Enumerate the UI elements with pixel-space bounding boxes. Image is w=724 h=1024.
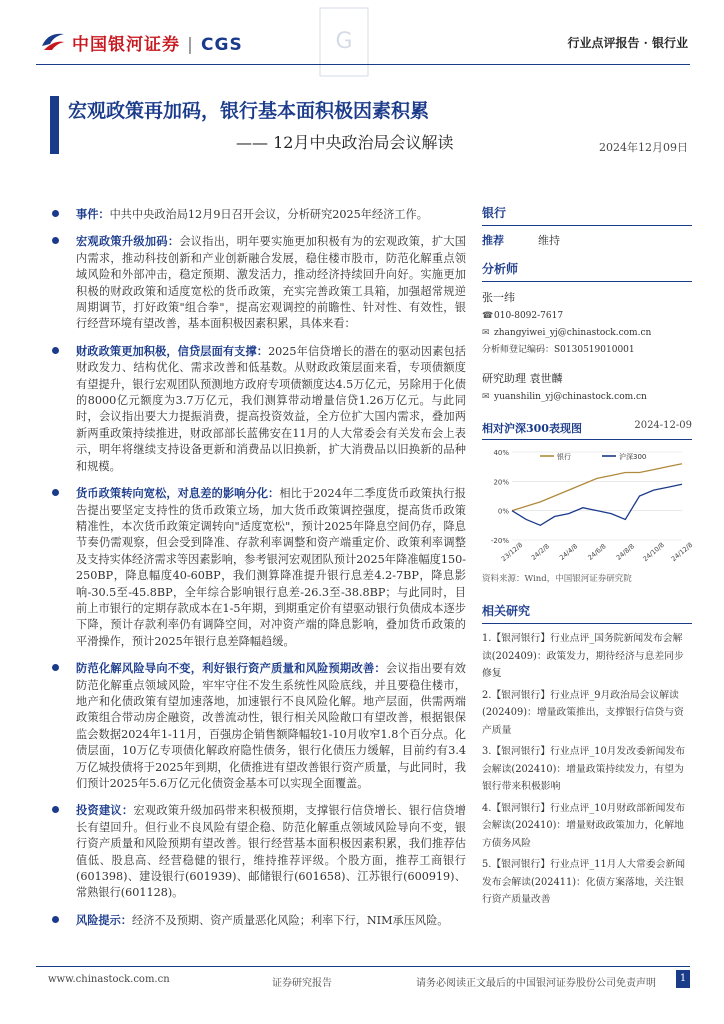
page-header	[0, 0, 724, 80]
related-title: 相关研究	[482, 602, 692, 624]
sidebar	[482, 204, 695, 913]
x-tick-label: 24/8/8	[614, 542, 636, 562]
rating-row	[482, 232, 692, 250]
paragraph-lead: 防范化解风险导向不变，利好银行资产质量和风险预期改善：	[76, 661, 386, 676]
email-icon: ✉	[482, 392, 490, 402]
analyst-name: 张一纬	[482, 291, 515, 304]
email-icon: ✉	[482, 328, 490, 338]
footer-label: 证券研究报告	[272, 978, 332, 989]
x-tick-label: 24/12/8	[669, 540, 695, 564]
y-tick-label: 20%	[493, 478, 509, 487]
x-tick-label: 24/10/8	[641, 540, 666, 564]
analyst-title: 分析师	[482, 260, 692, 282]
paragraph-lead: 投资建议：	[76, 803, 134, 818]
related-item[interactable]: 1.【银河银行】行业点评_国务院新闻发布会解读(202409)：政策发力，期待经济与息差同步修复	[482, 633, 684, 679]
svg-text:G: G	[335, 29, 353, 54]
x-tick-label: 23/12/8	[499, 540, 525, 564]
phone-line	[482, 308, 692, 325]
industry-label: 银行	[482, 204, 692, 226]
title-accent-bar	[50, 96, 59, 154]
logo-text: 中国银河证券 | CGS	[72, 35, 243, 55]
bullet-icon	[52, 237, 59, 244]
logo-brand: CGS	[201, 35, 243, 55]
x-tick-label: 24/4/8	[558, 542, 580, 562]
chart-source: 资料来源：Wind，中国银河证券研究院	[482, 574, 632, 584]
performance-chart	[482, 420, 695, 584]
cert-number: S0130519010001	[554, 345, 635, 355]
bullet-icon	[52, 489, 59, 496]
watermark-logo-icon	[318, 6, 370, 78]
phone-icon: ☎	[482, 311, 494, 321]
bullet-icon	[52, 916, 59, 923]
related-item[interactable]: 3.【银河银行】行业点评_10月发改委新闻发布会解读(202410)：增量政策持续发力，有望为银行带来积极影响	[482, 746, 686, 792]
bullet-icon	[52, 664, 59, 671]
chart-title: 相对沪深300表现图	[482, 422, 582, 435]
logo-name: 中国银河证券	[72, 35, 180, 55]
footer-divider	[36, 966, 690, 967]
rating-label: 推荐	[482, 234, 504, 247]
related-item[interactable]: 4.【银河银行】行业点评_10月财政部新闻发布会解读(202410)：增量财政政策加力，化解地方债务风险	[482, 802, 686, 849]
y-tick-label: 40%	[493, 449, 509, 457]
analyst-email[interactable]: zhangyiwei_yj@chinastock.com.cn	[494, 328, 652, 338]
paragraph-lead: 宏观政策升级加码：	[76, 234, 180, 249]
page-number: 1	[676, 970, 690, 988]
assistant-email-line	[482, 389, 692, 406]
paragraph-text: 中共中央政治局12月9日召开会议，分析研究2025年经济工作。	[109, 208, 428, 221]
paragraph-investment	[50, 802, 466, 901]
paragraph-lead: 风险提示：	[76, 912, 132, 927]
paragraph-lead: 财政政策更加积极，信贷层面有支撑：	[76, 343, 269, 358]
main-content	[50, 206, 466, 939]
email-line	[482, 325, 692, 342]
series-line-csi300	[512, 484, 682, 525]
paragraph-fiscal	[50, 343, 466, 475]
paragraph-text: 宏观政策升级加码带来积极预期，支撑银行信贷增长、银行信贷增长有望回升。但行业不良风险有望企稳、防范化解重点领域风险导向不变，银行资产质量和风险预期有望改善。银行经营基本面积极因素积累，我们推荐估值低、股息高、经营稳健的银行，维持推荐评级。个股方面，推荐工商银行(601398)、建设银行(601939)、邮储银行(601658)、江苏银行(600919)、常熟银行(601128)。	[76, 804, 466, 900]
page-subtitle: —— 12月中央政治局会议解读	[236, 133, 454, 152]
cert-line	[482, 342, 692, 359]
legend-label: 银行	[557, 453, 571, 461]
paragraph-risk-warning	[50, 912, 466, 929]
related-item[interactable]: 5.【银河银行】行业点评_11月人大常委会新闻发布会解读(202411)：化债方案落地，关注银行资产质量改善	[482, 859, 686, 905]
bullet-icon	[52, 210, 59, 217]
paragraph-text: 会议指出要有效防范化解重点领域风险，牢牢守住不发生系统性风险底线，并且要稳住楼市，地产和化债政策有望加速落地，加速银行不良风险化解。地产层面，供需两端政策组合带动房企融资，改善流动性，银行相关风险敞口有望改善，根据银保监会数据2024年1-11月，百强房企销售额降幅较1-10月收窄1.8个百分点。化债层面，10万亿专项债化解政府隐性债务，银行化债压力缓解，目前约有3.4万亿城投债将于2025年到期，化债推进有望改善银行资产质量，与此同时，我们预计2025年5.6万亿元化债资金基本可以实现全面覆盖。	[76, 662, 466, 790]
x-tick-label: 24/6/8	[586, 542, 608, 562]
bullet-icon	[52, 347, 59, 354]
report-type: 行业点评报告 · 银行业	[567, 36, 688, 50]
chart-svg	[482, 444, 695, 570]
paragraph-text: 会议指出，明年要实施更加积极有为的宏观政策，扩大国内需求，推动科技创新和产业创新融合发展，稳住楼市股市，防范化解重点领域风险和外部冲击，稳定预期、激发活力，推动经济持续回升向好。实施更加积极的财政政策和适度宽松的货币政策，充实完善政策工具箱，加强超常规逆周期调节，打好政策"组合拳"，提高宏观调控的前瞻性、针对性、有效性，银行经营环境有望改善，基本面积极因素积累，具体来看：	[76, 235, 466, 331]
footer-disclaimer: 请务必阅读正文最后的中国银河证券股份公司免责声明	[416, 978, 656, 989]
x-tick-label: 24/2/8	[529, 542, 551, 562]
paragraph-monetary	[50, 485, 466, 650]
assistant-label: 研究助理	[482, 372, 526, 385]
page-title: 宏观政策再加码，银行基本面积极因素积累	[68, 100, 430, 122]
logo-icon	[40, 30, 66, 52]
cert-label: 分析师登记编码：	[482, 345, 555, 355]
y-tick-label: -20%	[490, 537, 509, 545]
assistant-name: 袁世麟	[529, 372, 563, 385]
paragraph-lead: 货币政策转向宽松，对息差的影响分化：	[76, 486, 280, 501]
rating-value: 维持	[538, 234, 560, 247]
assistant-line	[482, 369, 692, 389]
paragraph-macro	[50, 233, 466, 332]
chart-date: 2024-12-09	[634, 420, 692, 431]
bullet-icon	[52, 806, 59, 813]
paragraph-text: 相比于2024年二季度货币政策执行报告提出要坚定支持性的货币政策立场，加大货币政策调控强度，提高货币政策精准性，本次货币政策定调转向"适度宽松"，预计2025年降息空间仍存，降息节奏仍需观察，但会受到降准、存款利率调整和资产端重定价、政策利率调整及支持实体经济需求等因素影响，参考银河宏观团队预计2025年降准幅度150-250BP，降息幅度40-60BP，我们测算降准提升银行息差4.2-7BP，降息影响-30.5至-45.8BP，全年综合影响银行息差-26.3至-38.8BP；与此同时，目前上市银行的定期存款成本在1-5年期，到期重定价有望驱动银行负债成本逐步下降，预计存款利率仍有调降空间，对冲资产端的降息影响，叠加货币政策的平滑操作，预计2025年银行息差降幅趋缓。	[76, 487, 466, 648]
report-date: 2024年12月09日	[599, 141, 688, 154]
paragraph-event	[50, 206, 466, 223]
related-research	[482, 602, 692, 909]
analyst-phone: 010-8092-7617	[494, 311, 564, 321]
paragraph-risk-control	[50, 660, 466, 792]
header-divider	[36, 64, 690, 65]
paragraph-lead: 事件：	[76, 207, 110, 221]
paragraph-text: 经济不及预期、资产质量恶化风险；利率下行，NIM承压风险。	[131, 913, 449, 927]
series-line-bank	[512, 464, 682, 511]
footer-website[interactable]: www.chinastock.com.cn	[48, 974, 170, 985]
related-item[interactable]: 2.【银河银行】行业点评_9月政治局会议解读(202409)：增量政策推出，支撑银行信贷与资产质量	[482, 689, 684, 736]
legend-label: 沪深300	[619, 453, 647, 461]
assistant-email[interactable]: yuanshilin_yj@chinastock.com.cn	[494, 392, 647, 402]
chart-header	[482, 420, 692, 440]
y-tick-label: 0%	[497, 507, 509, 516]
paragraph-text: 2025年信贷增长的潜在的驱动因素包括财政发力、结构优化、需求改善和低基数。从财政政策层面来看，专项债额度有望提升，银行宏观团队预测地方政府专项债额度达4.5万亿元，另除用于化债的8000亿元额度为3.7万亿元，我们测算带动增量信贷1.26万亿元。与此同时，会议指出要大力提振消费，提高投资效益，全方位扩大国内需求，叠加两新两重政策持续推进，财政部部长蓝佛安在11月的人大常委会有关发布会上表示，明年将继续支持设备更新和消费品以旧换新，扩大消费品以旧换新的品种和规模。	[76, 344, 466, 473]
